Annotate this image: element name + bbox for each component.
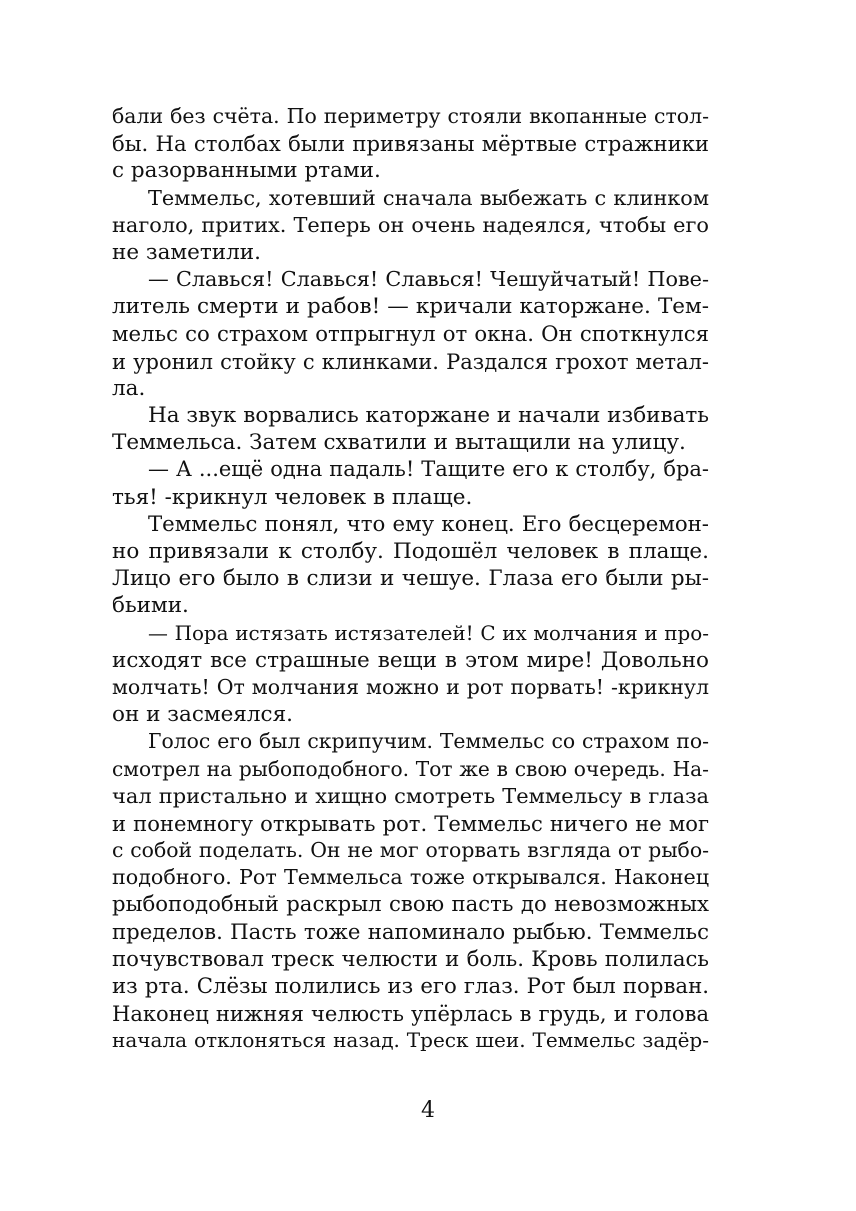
- paragraph: [112, 185, 709, 267]
- text-line: — А ...ещё одна падаль! Тащите его к столбу, бра-: [148, 457, 709, 482]
- text-line: с разорванными ртами.: [112, 158, 381, 184]
- text-line: бьими.: [112, 593, 189, 619]
- page-number: 4: [421, 1098, 435, 1123]
- paragraph: [112, 728, 709, 1054]
- paragraph: [112, 620, 709, 729]
- paragraph: [112, 103, 709, 185]
- text-line: Теммельс понял, что ему конец. Его бесцеремон-: [148, 511, 709, 537]
- text-line: мельс со страхом отпрыгнул от окна. Он споткнулся: [112, 321, 709, 347]
- text-line: Теммельс, хотевший сначала выбежать с клинком: [148, 185, 709, 210]
- text-line: исходят все страшные вещи в этом мире! Довольно: [112, 647, 709, 673]
- text-line: рыбоподобный раскрыл свою пасть до невозможных: [112, 892, 709, 918]
- paragraph: [112, 456, 709, 510]
- text-line: он и засмеялся.: [112, 702, 293, 728]
- paragraph: [112, 402, 709, 456]
- text-line: Теммельса. Затем схватили и вытащили на улицу.: [112, 430, 686, 456]
- text-line: — Пора истязать истязателей! С их молчания и про-: [148, 621, 709, 645]
- body-text: [112, 103, 709, 1055]
- text-line: наголо, притих. Теперь он очень надеялся, чтобы его: [112, 212, 709, 237]
- text-line: Голос его был скрипучим. Теммельс со страхом по-: [148, 729, 709, 754]
- text-line: подобного. Рот Теммельса тоже открывался. Наконец: [112, 865, 709, 890]
- text-line: и уронил стойку с клинками. Раздался грохот метал-: [112, 348, 709, 374]
- text-line: ла.: [112, 375, 146, 401]
- text-line: бы. На столбах были привязаны мёртвые стражники: [112, 131, 709, 157]
- paragraph: [112, 266, 709, 402]
- text-line: но привязали к столбу. Подошёл человек в плаще.: [112, 539, 709, 564]
- text-line: смотрел на рыбоподобного. Тот же в свою очередь. На-: [112, 756, 709, 781]
- text-line: пределов. Пасть тоже напоминало рыбью. Теммельс: [112, 919, 709, 945]
- text-line: из рта. Слёзы полились из его глаз. Рот был порван.: [112, 974, 709, 999]
- text-line: — Славься! Славься! Славься! Чешуйчатый! Пове-: [148, 267, 709, 292]
- paragraph: [112, 511, 709, 620]
- text-line: литель смерти и рабов! — кричали каторжане. Тем-: [112, 294, 709, 320]
- text-line: не заметили.: [112, 239, 261, 265]
- text-line: тья! -крикнул человек в плаще.: [112, 484, 473, 510]
- text-line: На звук ворвались каторжане и начали избивать: [148, 403, 709, 429]
- text-line: Лицо его было в слизи и чешуе. Глаза его были ры-: [112, 566, 709, 592]
- text-line: и понемногу открывать рот. Теммельс ничего не мог: [112, 810, 709, 836]
- text-line: Наконец нижняя челюсть упёрлась в грудь, и голова: [112, 1001, 709, 1027]
- text-line: начала отклоняться назад. Треск шеи. Теммельс задёр-: [112, 1028, 709, 1053]
- text-line: чал пристально и хищно смотреть Теммельсу в глаза: [112, 783, 709, 808]
- text-line: с собой поделать. Он не мог оторвать взгляда от рыбо-: [112, 838, 709, 863]
- text-line: бали без счёта. По периметру стояли вкопанные стол-: [112, 104, 709, 128]
- text-line: молчать! От молчания можно и рот порвать! -крикнул: [112, 674, 709, 699]
- text-line: почувствовал треск челюсти и боль. Кровь полилась: [112, 946, 709, 972]
